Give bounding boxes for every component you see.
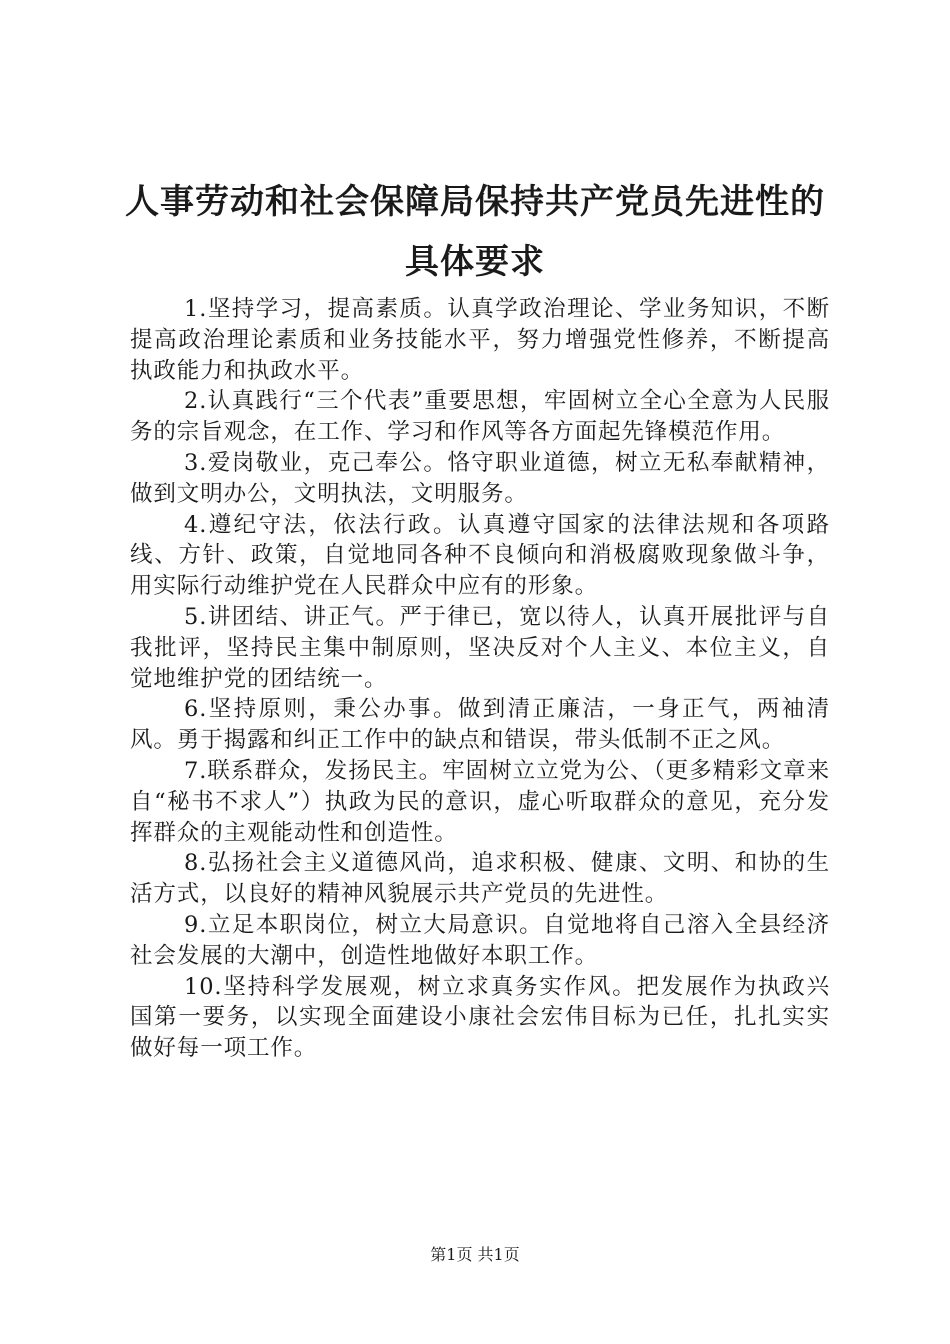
paragraph-8: 8.弘扬社会主义道德风尚，追求积极、健康、文明、和协的生活方式，以良好的精神风貌展示共产党员的先进性。 — [130, 850, 830, 908]
paragraph-2: 2.认真践行“三个代表”重要思想，牢固树立全心全意为人民服务的宗旨观念，在工作、学习和作风等各方面起先锋模范作用。 — [130, 388, 830, 446]
paragraph-6: 6.坚持原则，秉公办事。做到清正廉洁，一身正气，两袖清风。勇于揭露和纠正工作中的缺点和错误，带头低制不正之风。 — [130, 696, 830, 754]
paragraph-5: 5.讲团结、讲正气。严于律已，宽以待人，认真开展批评与自我批评，坚持民主集中制原则，坚决反对个人主义、本位主义，自觉地维护党的团结统一。 — [130, 603, 830, 692]
paragraph-4: 4.遵纪守法，依法行政。认真遵守国家的法律法规和各项路线、方针、政策，自觉地同各种不良倾向和消极腐败现象做斗争，用实际行动维护党在人民群众中应有的形象。 — [130, 511, 830, 600]
paragraph-1: 1.坚持学习，提高素质。认真学政治理论、学业务知识，不断提高政治理论素质和业务技能水平，努力增强党性修养，不断提高执政能力和执政水平。 — [130, 296, 830, 384]
paragraph-9: 9.立足本职岗位，树立大局意识。自觉地将自己溶入全县经济社会发展的大潮中，创造性地做好本职工作。 — [130, 911, 830, 969]
paragraph-10: 10.坚持科学发展观，树立求真务实作风。把发展作为执政兴国第一要务，以实现全面建设小康社会宏伟目标为已任，扎扎实实做好每一项工作。 — [130, 973, 830, 1062]
document-title — [100, 172, 850, 292]
paragraph-3: 3.爱岗敬业，克己奉公。恪守职业道德，树立无私奉献精神，做到文明办公，文明执法，文明服务。 — [130, 449, 830, 507]
title-line-2: 具体要求 — [405, 242, 545, 282]
document-body — [130, 294, 830, 1064]
paragraph-7: 7.联系群众，发扬民主。牢固树立立党为公、（更多精彩文章来自“秘书不求人”）执政为民的意识，虚心听取群众的意见，充分发挥群众的主观能动性和创造性。 — [130, 757, 830, 846]
page-footer: 第1页 共1页 — [430, 1245, 520, 1264]
title-line-1: 人事劳动和社会保障局保持共产党员先进性的 — [125, 182, 825, 222]
